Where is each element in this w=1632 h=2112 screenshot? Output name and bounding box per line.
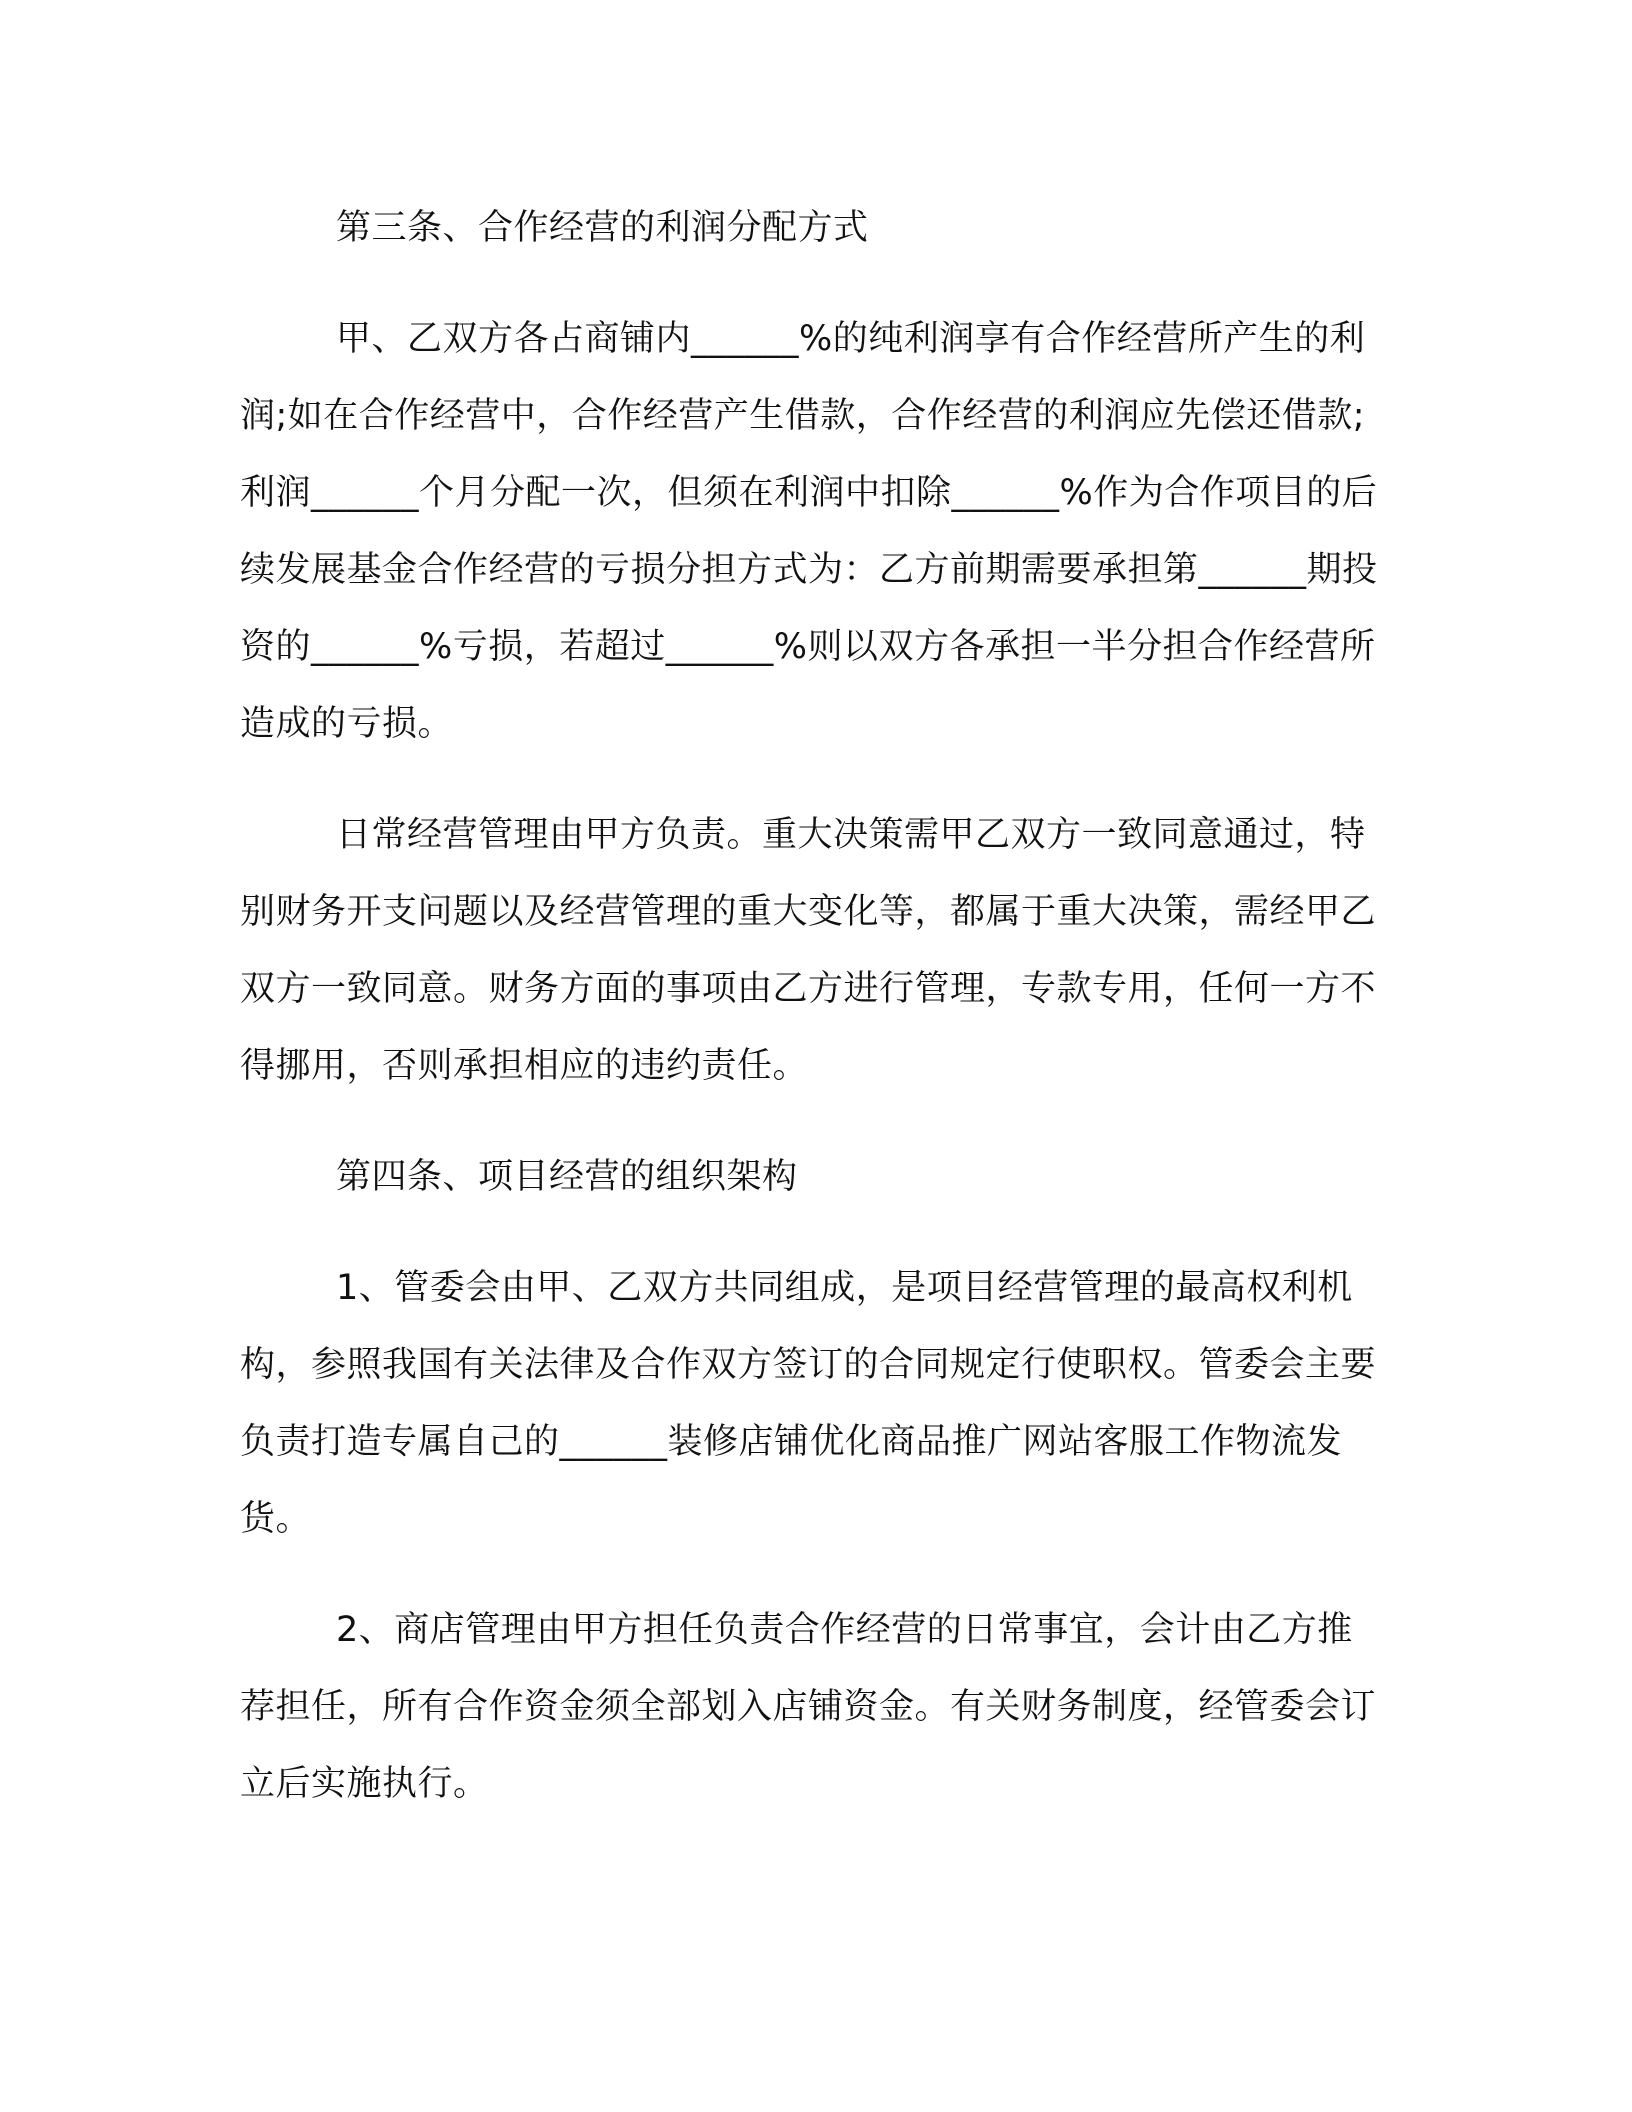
section4-item1-paragraph: 1、管委会由甲、乙双方共同组成，是项目经营管理的最高权利机构，参照我国有关法律及合作双方签订的合同规定行使职权。管委会主要负责打造专属自己的______装修店铺优化商品推广网站客服工作物流发货。 <box>240 1268 1377 1539</box>
section3-heading: 第三条、合作经营的利润分配方式 <box>336 208 869 248</box>
spacer <box>240 1216 1380 1250</box>
spacer <box>240 763 1380 797</box>
section3-management-paragraph: 日常经营管理由甲方负责。重大决策需甲乙双方一致同意通过，特别财务开支问题以及经营管理的重大变化等，都属于重大决策，需经甲乙双方一致同意。财务方面的事项由乙方进行管理，专款专用，任何一方不得挪用，否则承担相应的违约责任。 <box>240 815 1377 1086</box>
section4-item2-paragraph: 2、商店管理由甲方担任负责合作经营的日常事宜，会计由乙方推荐担任，所有合作资金须全部划入店铺资金。有关财务制度，经管委会订立后实施执行。 <box>240 1610 1377 1804</box>
section3-profit-paragraph: 甲、乙双方各占商铺内______%的纯利润享有合作经营所产生的利润;如在合作经营中，合作经营产生借款，合作经营的利润应先偿还借款;利润______个月分配一次，但须在利润中扣除______%作为合作项目的后续发展基金合作经营的亏损分担方式为：乙方前期需要承担第______期投资的______%亏损，若超过______%则以双方各承担一半分担合作经营所造成的亏损。 <box>240 319 1378 744</box>
section4-heading: 第四条、项目经营的组织架构 <box>336 1157 798 1197</box>
spacer <box>240 1558 1380 1592</box>
spacer <box>240 267 1380 301</box>
document-body <box>240 190 1380 1823</box>
spacer <box>240 1105 1380 1139</box>
